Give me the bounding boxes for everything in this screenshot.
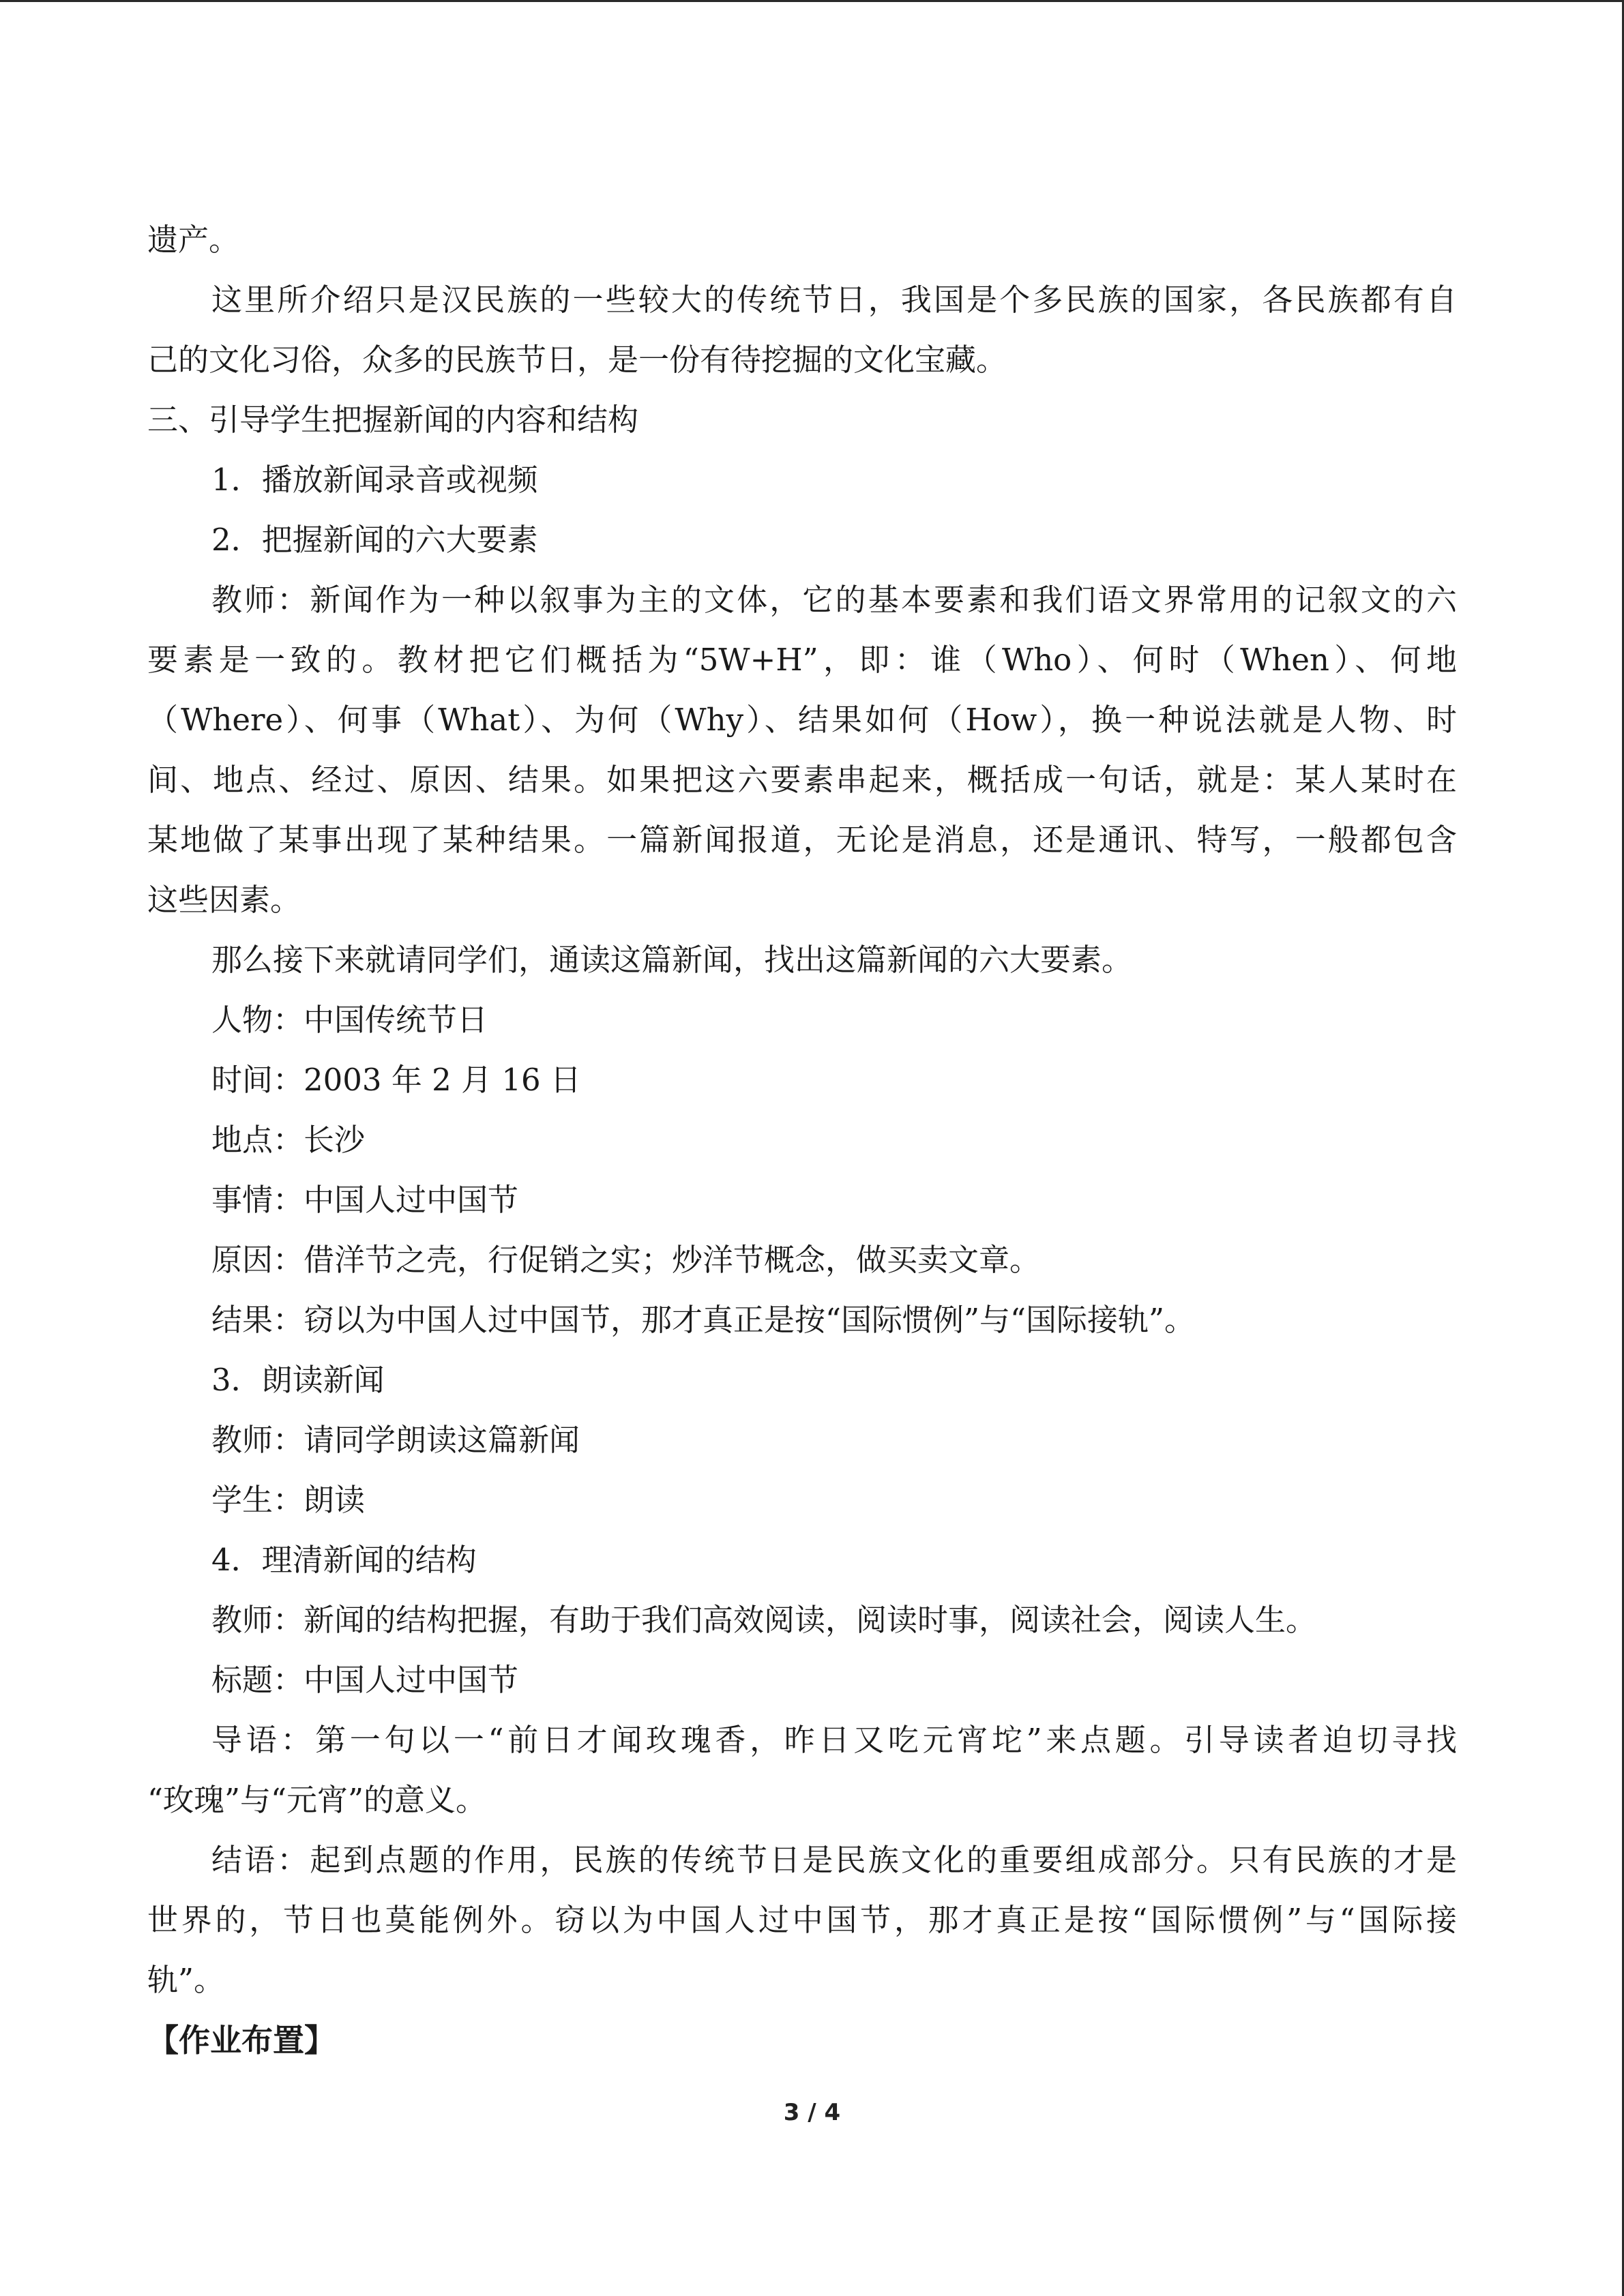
structure-title: 标题：中国人过中国节 <box>211 1662 519 1698</box>
paragraph-line: 要素是一致的。教材把它们概括为“5W+H”，即：谁（Who）、何时（When）、何地 <box>147 642 1457 678</box>
paragraph-line: 这些因素。 <box>147 882 301 918</box>
news-element-place: 地点：长沙 <box>211 1122 366 1158</box>
paragraph-line: （Where）、何事（What）、为何（Why）、结果如何（How），换一种说法就是人物、时 <box>147 702 1457 738</box>
news-element-result: 结果：窃以为中国人过中国节，那才真正是按“国际惯例”与“国际接轨”。 <box>211 1302 1196 1338</box>
news-element-cause: 原因：借洋节之壳，行促销之实；炒洋节概念，做买卖文章。 <box>211 1242 1041 1278</box>
section-heading: 三、引导学生把握新闻的内容和结构 <box>147 402 639 438</box>
subsection-heading: 2．把握新闻的六大要素 <box>211 522 538 558</box>
paragraph-line: 学生：朗读 <box>211 1482 366 1518</box>
paragraph-line: 这里所介绍只是汉民族的一些较大的传统节日，我国是个多民族的国家，各民族都有自 <box>211 282 1457 318</box>
document-body <box>147 210 1457 2070</box>
paragraph-line: “玫瑰”与“元宵”的意义。 <box>147 1782 487 1818</box>
subsection-heading: 4．理清新闻的结构 <box>211 1542 477 1578</box>
subsection-heading: 1．播放新闻录音或视频 <box>211 462 538 498</box>
paragraph-line: 教师：新闻的结构把握，有助于我们高效阅读，阅读时事，阅读社会，阅读人生。 <box>211 1602 1317 1638</box>
page-border-top <box>0 0 1624 2</box>
paragraph-line: 教师：请同学朗读这篇新闻 <box>211 1422 580 1458</box>
news-element-time: 时间：2003 年 2 月 16 日 <box>211 1062 581 1098</box>
paragraph-line: 轨”。 <box>147 1962 225 1998</box>
paragraph-line: 世界的，节日也莫能例外。窃以为中国人过中国节，那才真正是按“国际惯例”与“国际接 <box>147 1902 1457 1938</box>
structure-ending: 结语：起到点题的作用，民族的传统节日是民族文化的重要组成部分。只有民族的才是 <box>211 1842 1457 1878</box>
paragraph-line: 己的文化习俗，众多的民族节日，是一份有待挖掘的文化宝藏。 <box>147 342 1007 378</box>
paragraph-line: 那么接下来就请同学们，通读这篇新闻，找出这篇新闻的六大要素。 <box>211 942 1133 978</box>
homework-heading: 【作业布置】 <box>147 2022 336 2059</box>
paragraph-line: 某地做了某事出现了某种结果。一篇新闻报道，无论是消息，还是通讯、特写，一般都包含 <box>147 822 1457 858</box>
page-number: 3 / 4 <box>783 2099 841 2126</box>
structure-lead: 导语：第一句以一“前日才闻玫瑰香，昨日又吃元宵坨”来点题。引导读者迫切寻找 <box>211 1722 1457 1758</box>
news-element-person: 人物：中国传统节日 <box>211 1002 488 1038</box>
paragraph-line: 遗产。 <box>147 222 240 258</box>
news-element-event: 事情：中国人过中国节 <box>211 1182 519 1218</box>
subsection-heading: 3．朗读新闻 <box>211 1362 385 1398</box>
paragraph-line: 间、地点、经过、原因、结果。如果把这六要素串起来，概括成一句话，就是：某人某时在 <box>147 762 1457 798</box>
paragraph-line: 教师：新闻作为一种以叙事为主的文体，它的基本要素和我们语文界常用的记叙文的六 <box>211 582 1457 618</box>
